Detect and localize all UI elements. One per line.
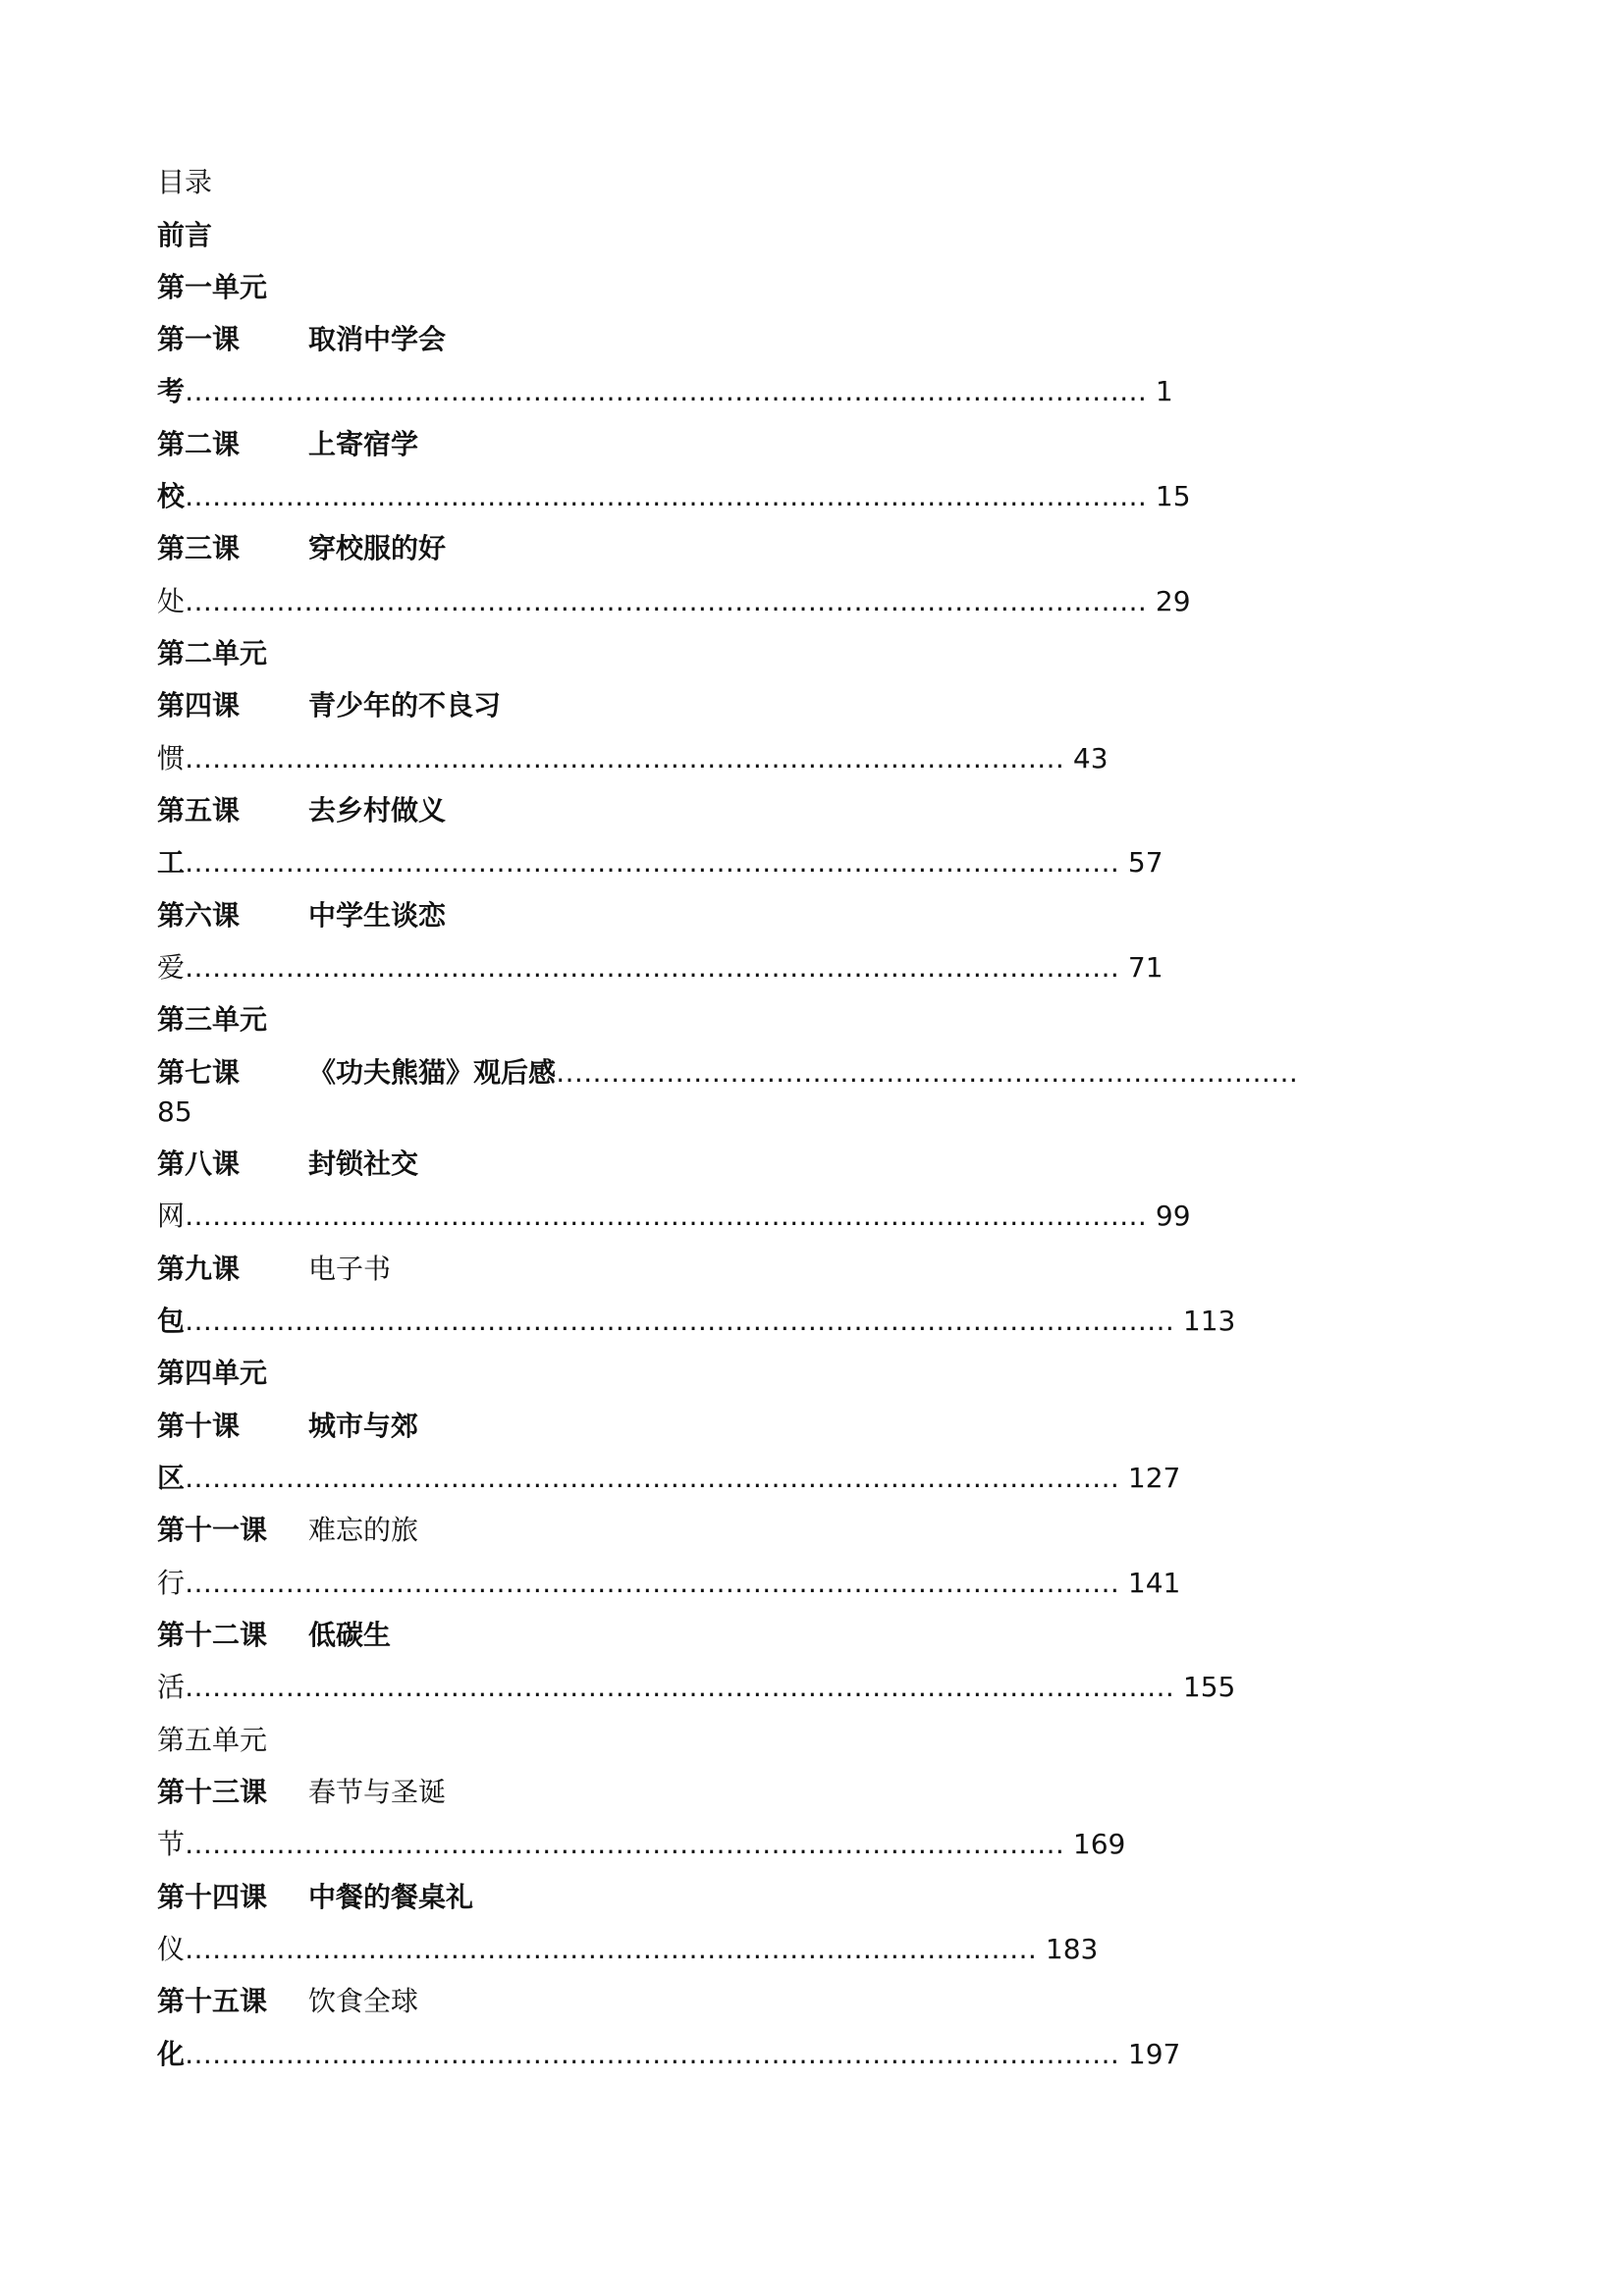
page-number: 169 bbox=[1072, 1828, 1126, 1860]
lesson-title-continuation: 包 bbox=[157, 1305, 186, 1337]
lesson-page-line bbox=[157, 2035, 1180, 2074]
page-number: 141 bbox=[1127, 1567, 1181, 1599]
lesson-label: 第十课 bbox=[157, 1410, 241, 1442]
dot-leader: …………………………………………………………………………………………… bbox=[185, 585, 1148, 617]
page-number: 1 bbox=[1155, 375, 1173, 407]
lesson-title: 春节与圣诞 bbox=[308, 1776, 447, 1808]
lesson-page-line bbox=[157, 843, 1164, 882]
lesson-label: 第三课 bbox=[157, 532, 241, 564]
lesson-title-continuation: 活 bbox=[157, 1671, 186, 1703]
lesson-title-line bbox=[157, 1145, 418, 1184]
lesson-title: 《功夫熊猫》观后感 bbox=[308, 1056, 557, 1089]
lesson-title-continuation: 节 bbox=[157, 1828, 186, 1860]
lesson-label: 第十三课 bbox=[157, 1776, 268, 1808]
page-number: 99 bbox=[1155, 1200, 1191, 1232]
lesson-page-line bbox=[157, 948, 1164, 988]
lesson-label: 第十四课 bbox=[157, 1881, 268, 1913]
dot-leader: ………………………………………………………………………………………… bbox=[185, 2038, 1120, 2070]
page-number: 183 bbox=[1045, 1933, 1099, 1965]
page-number: 57 bbox=[1127, 846, 1164, 879]
preface-entry: 前言 bbox=[157, 219, 213, 251]
dot-leader: ………………………………………………………………………………………… bbox=[185, 846, 1120, 879]
lesson-title-line bbox=[157, 1616, 391, 1655]
lesson-page-line bbox=[157, 477, 1191, 516]
dot-leader: ……………………………………………………………………… bbox=[556, 1056, 1299, 1089]
dot-leader: …………………………………………………………………………………………… bbox=[185, 375, 1148, 407]
lesson-label: 第九课 bbox=[157, 1253, 241, 1285]
lesson-title-line bbox=[157, 529, 446, 568]
toc-title: 目录 bbox=[157, 166, 213, 198]
lesson-title-continuation: 处 bbox=[157, 585, 186, 617]
dot-leader: ………………………………………………………………………………………… bbox=[185, 1567, 1120, 1599]
page-number: 155 bbox=[1182, 1671, 1236, 1703]
lesson-title: 中餐的餐桌礼 bbox=[308, 1881, 474, 1913]
lesson-label: 第六课 bbox=[157, 899, 241, 932]
lesson-label: 第七课 bbox=[157, 1056, 241, 1089]
lesson-label: 第十一课 bbox=[157, 1514, 268, 1546]
lesson-title-continuation: 网 bbox=[157, 1200, 186, 1232]
lesson-page-line bbox=[157, 1093, 192, 1132]
page-number: 43 bbox=[1072, 742, 1109, 774]
unit-heading: 第二单元 bbox=[157, 637, 268, 669]
lesson-title-line bbox=[157, 425, 418, 464]
lesson-page-line bbox=[157, 1930, 1098, 1969]
lesson-label: 第十五课 bbox=[157, 1985, 268, 2017]
lesson-title: 取消中学会 bbox=[308, 323, 447, 355]
lesson-label: 第十二课 bbox=[157, 1619, 268, 1651]
lesson-title-continuation: 惯 bbox=[157, 742, 186, 774]
lesson-title: 饮食全球 bbox=[308, 1985, 419, 2017]
lesson-title: 封锁社交 bbox=[308, 1148, 419, 1180]
lesson-title: 难忘的旅 bbox=[308, 1514, 419, 1546]
dot-leader: ………………………………………………………………………………… bbox=[185, 1933, 1038, 1965]
lesson-title: 去乡村做义 bbox=[308, 794, 447, 827]
page-number: 71 bbox=[1127, 951, 1164, 984]
dot-leader: …………………………………………………………………………………………… bbox=[185, 1200, 1148, 1232]
lesson-title-line bbox=[157, 1053, 1298, 1093]
unit-heading: 第四单元 bbox=[157, 1357, 268, 1389]
lesson-title-line bbox=[157, 320, 446, 359]
page-number: 197 bbox=[1127, 2038, 1181, 2070]
lesson-title: 城市与郊 bbox=[308, 1410, 419, 1442]
lesson-title-continuation: 化 bbox=[157, 2038, 186, 2070]
lesson-title-continuation: 工 bbox=[157, 846, 186, 879]
page-number: 113 bbox=[1182, 1305, 1236, 1337]
lesson-title-line bbox=[157, 1511, 418, 1550]
lesson-page-line bbox=[157, 1197, 1191, 1236]
dot-leader: ……………………………………………………………………………………………… bbox=[185, 1671, 1175, 1703]
unit-heading: 第五单元 bbox=[157, 1724, 268, 1756]
lesson-title: 青少年的不良习 bbox=[308, 689, 502, 721]
lesson-page-line bbox=[157, 739, 1109, 778]
unit-heading: 第一单元 bbox=[157, 271, 268, 303]
lesson-title-line bbox=[157, 686, 501, 725]
page-number: 85 bbox=[157, 1095, 192, 1128]
lesson-page-line bbox=[157, 372, 1173, 411]
lesson-title: 低碳生 bbox=[308, 1619, 392, 1651]
lesson-page-line bbox=[157, 1302, 1235, 1341]
lesson-page-line bbox=[157, 582, 1191, 621]
dot-leader: ………………………………………………………………………………………… bbox=[185, 951, 1120, 984]
lesson-title-line bbox=[157, 1982, 418, 2021]
dot-leader: ……………………………………………………………………………………………… bbox=[185, 1305, 1175, 1337]
unit-heading: 第三单元 bbox=[157, 1003, 268, 1036]
lesson-title-line bbox=[157, 1878, 473, 1917]
lesson-title: 穿校服的好 bbox=[308, 532, 447, 564]
lesson-label: 第八课 bbox=[157, 1148, 241, 1180]
lesson-title-line bbox=[157, 1250, 391, 1289]
page-number: 29 bbox=[1155, 585, 1191, 617]
page-number: 15 bbox=[1155, 480, 1191, 512]
lesson-title: 上寄宿学 bbox=[308, 428, 419, 460]
dot-leader: ………………………………………………………………………………………… bbox=[185, 1462, 1120, 1494]
lesson-label: 第二课 bbox=[157, 428, 241, 460]
lesson-title-line bbox=[157, 1773, 446, 1812]
lesson-title-continuation: 爱 bbox=[157, 951, 186, 984]
lesson-title-continuation: 仪 bbox=[157, 1933, 186, 1965]
dot-leader: …………………………………………………………………………………… bbox=[185, 742, 1065, 774]
lesson-title: 电子书 bbox=[308, 1253, 392, 1285]
lesson-title: 中学生谈恋 bbox=[308, 899, 447, 932]
lesson-title-line bbox=[157, 1407, 418, 1446]
dot-leader: …………………………………………………………………………………… bbox=[185, 1828, 1065, 1860]
lesson-title-continuation: 校 bbox=[157, 480, 186, 512]
lesson-page-line bbox=[157, 1825, 1125, 1864]
lesson-page-line bbox=[157, 1459, 1180, 1498]
lesson-label: 第四课 bbox=[157, 689, 241, 721]
lesson-title-continuation: 行 bbox=[157, 1567, 186, 1599]
lesson-title-continuation: 考 bbox=[157, 375, 186, 407]
lesson-page-line bbox=[157, 1564, 1180, 1603]
lesson-title-continuation: 区 bbox=[157, 1462, 186, 1494]
page-number: 127 bbox=[1127, 1462, 1181, 1494]
lesson-title-line bbox=[157, 791, 446, 830]
lesson-page-line bbox=[157, 1668, 1235, 1707]
lesson-label: 第一课 bbox=[157, 323, 241, 355]
dot-leader: …………………………………………………………………………………………… bbox=[185, 480, 1148, 512]
lesson-title-line bbox=[157, 896, 446, 935]
lesson-label: 第五课 bbox=[157, 794, 241, 827]
